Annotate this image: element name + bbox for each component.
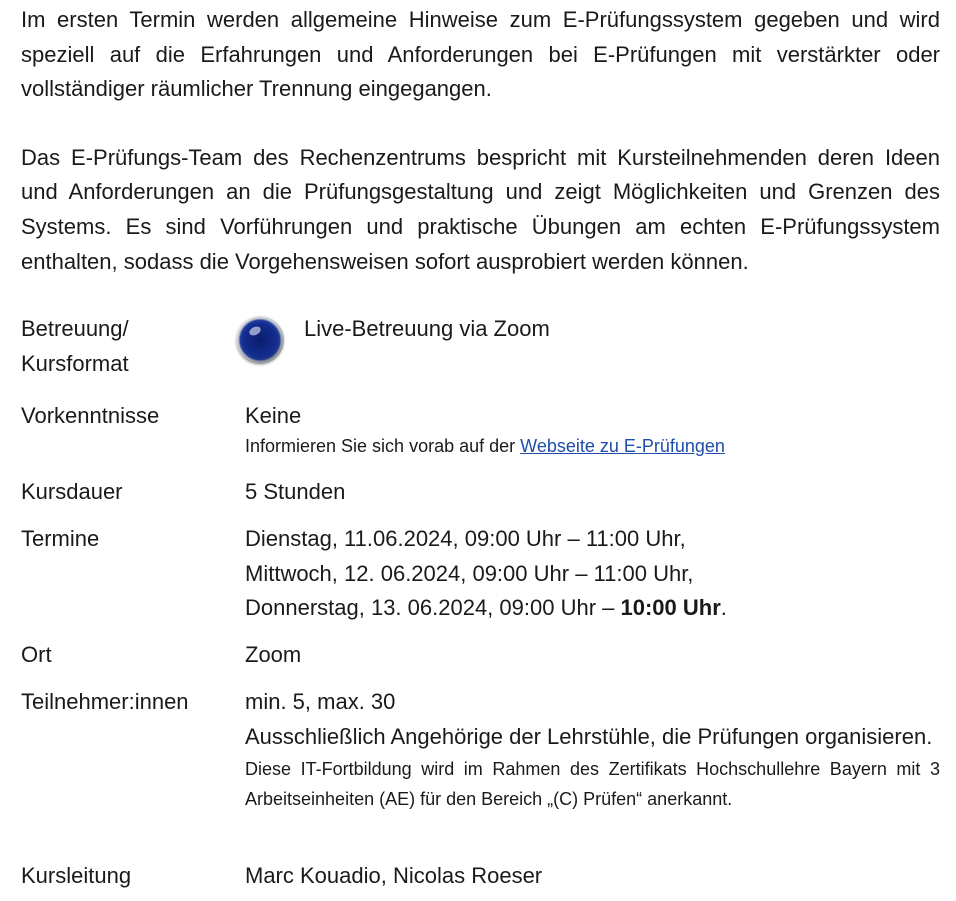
instructors-label: Kursleitung — [21, 863, 132, 888]
prerequisites-note-text: Informieren Sie sich vorab auf der — [245, 435, 516, 456]
date-line-3-end-time: 10:00 Uhr — [620, 595, 721, 621]
duration-row — [21, 475, 940, 522]
participants-label: Teilnehmer:innen — [21, 689, 189, 714]
date-line-3: Donnerstag, 13. 06.2024, 09:00 Uhr – 10:00 Uhr. — [245, 595, 727, 621]
prerequisites-row — [21, 399, 940, 475]
intro-paragraph-1: Im ersten Termin werden allgemeine Hinweise zum E-Prüfungssystem gegeben und wird speziell auf die Erfahrungen und Anforderungen bei E-Prüfungen mit verstärkter oder vollständiger räumlicher Trennung eingegangen. — [21, 7, 940, 102]
format-value: Live-Betreuung via Zoom — [304, 316, 550, 341]
instructors-row — [21, 859, 940, 899]
date-line-1: Dienstag, 11.06.2024, 09:00 Uhr – 11:00 Uhr, — [245, 526, 686, 551]
participants-value: min. 5, max. 30 — [245, 689, 396, 714]
format-label: Betreuung/ Kursformat — [21, 316, 129, 376]
e-exam-website-link[interactable]: Webseite zu E-Prüfungen — [520, 435, 725, 456]
dates-label: Termine — [21, 526, 100, 551]
zoom-sphere-icon — [236, 316, 284, 364]
duration-label: Kursdauer — [21, 479, 123, 504]
course-details — [21, 312, 940, 899]
duration-value: 5 Stunden — [245, 479, 346, 504]
prerequisites-value: Keine — [245, 403, 302, 428]
participants-row — [21, 685, 940, 859]
instructors-value: Marc Kouadio, Nicolas Roeser — [245, 863, 543, 888]
participants-restriction: Ausschließlich Angehörige der Lehrstühle, die Prüfungen organisieren. — [245, 723, 933, 749]
format-row — [21, 312, 940, 399]
location-row — [21, 638, 940, 685]
intro-paragraph-2: Das E-Prüfungs-Team des Rechenzentrums bespricht mit Kursteilnehmenden deren Ideen und Anforderungen an die Prüfungsgestaltung und zeigt Möglichkeiten und Grenzen des Systems. Es sind Vorführungen und praktische Übungen am echten E-Prüfungssystem enthalten, sodass die Vorgehensweisen sofort ausprobiert werden können. — [21, 144, 940, 274]
dates-row — [21, 522, 940, 638]
prerequisites-label: Vorkenntnisse — [21, 403, 160, 428]
prerequisites-note — [245, 431, 940, 461]
date-line-2: Mittwoch, 12. 06.2024, 09:00 Uhr – 11:00 Uhr, — [245, 560, 694, 586]
location-value: Zoom — [245, 642, 302, 667]
location-label: Ort — [21, 642, 52, 667]
certificate-note: Diese IT-Fortbildung wird im Rahmen des Zertifikats Hochschullehre Bayern mit 3 Arbeitseinheiten (AE) für den Bereich „(C) Prüfen“ anerkannt. — [245, 759, 940, 810]
